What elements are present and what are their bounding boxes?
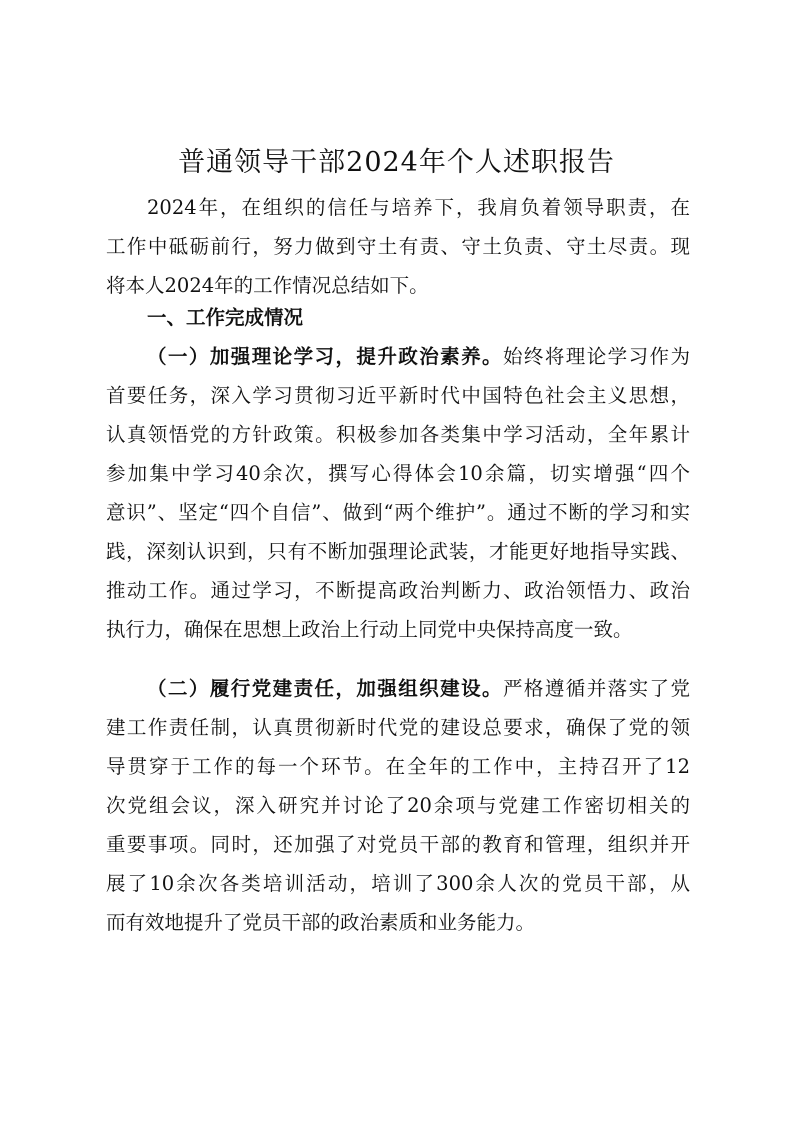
- paragraph-line: 意识”、坚定“四个自信”、做到“两个维护”。通过不断的学习和实: [106, 501, 690, 524]
- paragraph-line: [147, 342, 690, 372]
- paragraph-text: 始终将理论学习作为: [502, 345, 690, 368]
- paragraph-line: 首要任务，深入学习贯彻习近平新时代中国特色社会主义思想，: [106, 384, 690, 407]
- subsection-lead: （一）加强理论学习，提升政治素养。: [147, 345, 503, 368]
- paragraph-line: 参加集中学习40余次，撰写心得体会10余篇，切实增强“四个: [106, 462, 690, 485]
- paragraph-line: 践，深刻认识到，只有不断加强理论武装，才能更好地指导实践、: [106, 540, 690, 563]
- document-title: 普通领导干部2024年个人述职报告: [178, 147, 615, 178]
- paragraph-line: 次党组会议，深入研究并讨论了20余项与党建工作密切相关的: [106, 794, 690, 817]
- intro-line: 工作中砥砺前行，努力做到守土有责、守土负责、守土尽责。现: [106, 235, 690, 258]
- paragraph-line: [147, 674, 690, 704]
- paragraph-line: 展了10余次各类培训活动，培训了300余人次的党员干部，从: [106, 872, 690, 895]
- paragraph-line: 导贯穿于工作的每一个环节。在全年的工作中，主持召开了12: [106, 755, 690, 778]
- paragraph-line: 建工作责任制，认真贯彻新时代党的建设总要求，确保了党的领: [106, 716, 690, 739]
- paragraph-text: 严格遵循并落实了党: [502, 677, 690, 700]
- section-heading: 一、工作完成情况: [147, 306, 304, 329]
- paragraph-line: 认真领悟党的方针政策。积极参加各类集中学习活动，全年累计: [106, 423, 690, 446]
- paragraph-line: 重要事项。同时，还加强了对党员干部的教育和管理，组织并开: [106, 833, 690, 856]
- intro-line: 2024年，在组织的信任与培养下，我肩负着领导职责，在: [147, 196, 690, 219]
- intro-line: 将本人2024年的工作情况总结如下。: [106, 274, 429, 297]
- paragraph-line: 执行力，确保在思想上政治上行动上同党中央保持高度一致。: [106, 618, 633, 641]
- paragraph-line: 而有效地提升了党员干部的政治素质和业务能力。: [106, 911, 536, 934]
- paragraph-line: 推动工作。通过学习，不断提高政治判断力、政治领悟力、政治: [106, 579, 690, 602]
- subsection-lead: （二）履行党建责任，加强组织建设。: [147, 677, 503, 700]
